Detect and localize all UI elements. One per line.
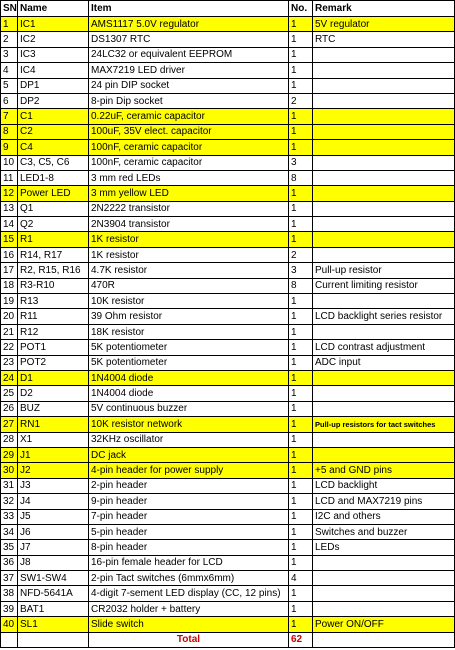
cell-no: 1 <box>289 555 313 570</box>
table-row <box>1 340 455 355</box>
cell-name: IC3 <box>18 47 89 62</box>
cell-sn: 10 <box>1 155 18 170</box>
cell-name: D1 <box>18 370 89 385</box>
cell-no: 1 <box>289 509 313 524</box>
cell-name: SL1 <box>18 617 89 632</box>
cell-name: C1 <box>18 109 89 124</box>
header-item: Item <box>89 1 289 17</box>
cell-sn: 6 <box>1 93 18 108</box>
table-row <box>1 93 455 108</box>
table-row <box>1 386 455 401</box>
cell-remark: LCD contrast adjustment <box>313 340 455 355</box>
cell-sn: 4 <box>1 63 18 78</box>
cell-no: 1 <box>289 17 313 32</box>
cell-name: J8 <box>18 555 89 570</box>
cell-item: 2N2222 transistor <box>89 201 289 216</box>
table-row <box>1 355 455 370</box>
cell-name: C2 <box>18 124 89 139</box>
cell-remark <box>313 63 455 78</box>
cell-item: 100nF, ceramic capacitor <box>89 155 289 170</box>
cell-no: 1 <box>289 524 313 539</box>
table-row <box>1 232 455 247</box>
cell-sn: 37 <box>1 571 18 586</box>
cell-no: 1 <box>289 63 313 78</box>
table-row <box>1 63 455 78</box>
cell-sn: 36 <box>1 555 18 570</box>
cell-no: 1 <box>289 447 313 462</box>
cell-remark <box>313 201 455 216</box>
cell-item: 3 mm yellow LED <box>89 186 289 201</box>
table-row <box>1 78 455 93</box>
cell-name: LED1-8 <box>18 170 89 185</box>
table-row <box>1 17 455 32</box>
cell-item: 7-pin header <box>89 509 289 524</box>
table-row <box>1 217 455 232</box>
cell-remark <box>313 47 455 62</box>
cell-no: 3 <box>289 155 313 170</box>
cell-name: R2, R15, R16 <box>18 263 89 278</box>
cell-no: 1 <box>289 355 313 370</box>
cell-sn: 9 <box>1 140 18 155</box>
cell-item: CR2032 holder + battery <box>89 601 289 616</box>
cell-sn: 39 <box>1 601 18 616</box>
cell-no: 1 <box>289 370 313 385</box>
header-remark: Remark <box>313 1 455 17</box>
cell-no: 1 <box>289 324 313 339</box>
cell-remark <box>313 78 455 93</box>
cell-sn: 8 <box>1 124 18 139</box>
cell-remark: ADC input <box>313 355 455 370</box>
table-row <box>1 32 455 47</box>
table-row <box>1 324 455 339</box>
cell-sn: 5 <box>1 78 18 93</box>
cell-sn: 16 <box>1 247 18 262</box>
cell-item: 8-pin header <box>89 540 289 555</box>
cell-item: 3 mm red LEDs <box>89 170 289 185</box>
cell-remark: 5V regulator <box>313 17 455 32</box>
cell-name: POT2 <box>18 355 89 370</box>
cell-sn: 29 <box>1 447 18 462</box>
table-row <box>1 201 455 216</box>
cell-item: 16-pin female header for LCD <box>89 555 289 570</box>
cell-no: 4 <box>289 571 313 586</box>
table-row <box>1 247 455 262</box>
cell-name: C3, C5, C6 <box>18 155 89 170</box>
cell-name: SW1-SW4 <box>18 571 89 586</box>
cell-sn: 38 <box>1 586 18 601</box>
cell-remark <box>313 601 455 616</box>
table-row <box>1 294 455 309</box>
cell-name: R12 <box>18 324 89 339</box>
cell-remark <box>313 294 455 309</box>
cell-item: 5K potentiometer <box>89 340 289 355</box>
cell-remark <box>313 217 455 232</box>
cell-name: DP1 <box>18 78 89 93</box>
cell-item: DS1307 RTC <box>89 32 289 47</box>
cell-no: 1 <box>289 540 313 555</box>
cell-item: 24LC32 or equivalent EEPROM <box>89 47 289 62</box>
cell-no: 1 <box>289 109 313 124</box>
cell-remark: RTC <box>313 32 455 47</box>
table-row <box>1 370 455 385</box>
table-row <box>1 417 455 432</box>
cell-sn: 31 <box>1 478 18 493</box>
cell-item: 470R <box>89 278 289 293</box>
cell-name: BAT1 <box>18 601 89 616</box>
cell-remark: LCD backlight series resistor <box>313 309 455 324</box>
cell-item: 5V continuous buzzer <box>89 401 289 416</box>
cell-item: 10K resistor <box>89 294 289 309</box>
cell-remark <box>313 447 455 462</box>
cell-name: RN1 <box>18 417 89 432</box>
table-row <box>1 494 455 509</box>
cell-remark: Pull-up resistor <box>313 263 455 278</box>
cell-item: 100nF, ceramic capacitor <box>89 140 289 155</box>
table-row <box>1 524 455 539</box>
cell-no: 1 <box>289 124 313 139</box>
cell-remark <box>313 324 455 339</box>
cell-no: 1 <box>289 340 313 355</box>
cell-sn: 32 <box>1 494 18 509</box>
cell-item: 0.22uF, ceramic capacitor <box>89 109 289 124</box>
cell-no: 3 <box>289 263 313 278</box>
table-row <box>1 601 455 616</box>
cell-name: C4 <box>18 140 89 155</box>
cell-remark <box>313 124 455 139</box>
cell-remark: LCD and MAX7219 pins <box>313 494 455 509</box>
cell-sn: 20 <box>1 309 18 324</box>
table-row <box>1 155 455 170</box>
cell-no: 1 <box>289 401 313 416</box>
cell-remark <box>313 232 455 247</box>
cell-item: 2-pin header <box>89 478 289 493</box>
cell-item: 1N4004 diode <box>89 386 289 401</box>
cell-remark <box>313 155 455 170</box>
cell-item: 4.7K resistor <box>89 263 289 278</box>
cell-name: IC1 <box>18 17 89 32</box>
cell-remark <box>313 401 455 416</box>
cell-item: DC jack <box>89 447 289 462</box>
cell-no: 1 <box>289 232 313 247</box>
total-name-cell <box>18 632 89 647</box>
cell-sn: 1 <box>1 17 18 32</box>
cell-item: Slide switch <box>89 617 289 632</box>
total-sn-cell <box>1 632 18 647</box>
cell-name: POT1 <box>18 340 89 355</box>
cell-item: 8-pin Dip socket <box>89 93 289 108</box>
header-row <box>1 1 455 17</box>
cell-name: R11 <box>18 309 89 324</box>
cell-name: J3 <box>18 478 89 493</box>
cell-sn: 7 <box>1 109 18 124</box>
cell-item: 32KHz oscillator <box>89 432 289 447</box>
cell-sn: 25 <box>1 386 18 401</box>
cell-item: 1K resistor <box>89 232 289 247</box>
table-row <box>1 555 455 570</box>
cell-no: 1 <box>289 386 313 401</box>
cell-sn: 18 <box>1 278 18 293</box>
cell-sn: 34 <box>1 524 18 539</box>
cell-sn: 23 <box>1 355 18 370</box>
cell-name: Q1 <box>18 201 89 216</box>
cell-no: 1 <box>289 32 313 47</box>
table-row <box>1 124 455 139</box>
cell-no: 2 <box>289 247 313 262</box>
cell-remark <box>313 555 455 570</box>
cell-sn: 21 <box>1 324 18 339</box>
cell-item: 1K resistor <box>89 247 289 262</box>
cell-remark <box>313 586 455 601</box>
cell-remark <box>313 386 455 401</box>
table-row <box>1 47 455 62</box>
table-row <box>1 586 455 601</box>
cell-name: J6 <box>18 524 89 539</box>
cell-no: 1 <box>289 217 313 232</box>
cell-item: 100uF, 35V elect. capacitor <box>89 124 289 139</box>
cell-remark: LEDs <box>313 540 455 555</box>
cell-sn: 22 <box>1 340 18 355</box>
cell-name: Q2 <box>18 217 89 232</box>
cell-sn: 40 <box>1 617 18 632</box>
cell-sn: 19 <box>1 294 18 309</box>
cell-sn: 14 <box>1 217 18 232</box>
cell-name: DP2 <box>18 93 89 108</box>
table-row <box>1 432 455 447</box>
cell-no: 1 <box>289 417 313 432</box>
table-row <box>1 401 455 416</box>
cell-remark: Power ON/OFF <box>313 617 455 632</box>
table-row <box>1 278 455 293</box>
cell-remark: Current limiting resistor <box>313 278 455 293</box>
cell-item: 4-pin header for power supply <box>89 463 289 478</box>
cell-name: J5 <box>18 509 89 524</box>
cell-no: 1 <box>289 78 313 93</box>
cell-remark <box>313 140 455 155</box>
cell-name: IC2 <box>18 32 89 47</box>
total-value: 62 <box>289 632 313 647</box>
cell-no: 2 <box>289 93 313 108</box>
cell-name: R14, R17 <box>18 247 89 262</box>
cell-name: J4 <box>18 494 89 509</box>
cell-sn: 11 <box>1 170 18 185</box>
table-row <box>1 447 455 462</box>
table-row <box>1 540 455 555</box>
cell-no: 8 <box>289 278 313 293</box>
cell-item: 5-pin header <box>89 524 289 539</box>
total-remark-cell <box>313 632 455 647</box>
cell-sn: 3 <box>1 47 18 62</box>
cell-name: NFD-5641A <box>18 586 89 601</box>
table-row <box>1 309 455 324</box>
cell-remark: Pull-up resistors for tact switches <box>313 417 455 432</box>
total-row <box>1 632 455 647</box>
cell-remark <box>313 186 455 201</box>
cell-sn: 33 <box>1 509 18 524</box>
table-row <box>1 509 455 524</box>
cell-item: AMS1117 5.0V regulator <box>89 17 289 32</box>
cell-sn: 15 <box>1 232 18 247</box>
cell-sn: 24 <box>1 370 18 385</box>
cell-item: 2-pin Tact switches (6mmx6mm) <box>89 571 289 586</box>
cell-no: 1 <box>289 47 313 62</box>
cell-name: X1 <box>18 432 89 447</box>
cell-no: 1 <box>289 309 313 324</box>
cell-sn: 2 <box>1 32 18 47</box>
cell-name: J2 <box>18 463 89 478</box>
cell-item: 39 Ohm resistor <box>89 309 289 324</box>
table-row <box>1 617 455 632</box>
cell-item: 5K potentiometer <box>89 355 289 370</box>
cell-remark: Switches and buzzer <box>313 524 455 539</box>
cell-sn: 35 <box>1 540 18 555</box>
cell-name: R3-R10 <box>18 278 89 293</box>
cell-sn: 17 <box>1 263 18 278</box>
cell-sn: 12 <box>1 186 18 201</box>
cell-remark <box>313 370 455 385</box>
cell-remark <box>313 571 455 586</box>
cell-remark <box>313 93 455 108</box>
cell-no: 1 <box>289 140 313 155</box>
table-row <box>1 463 455 478</box>
cell-no: 1 <box>289 617 313 632</box>
cell-name: Power LED <box>18 186 89 201</box>
cell-no: 1 <box>289 586 313 601</box>
cell-no: 1 <box>289 186 313 201</box>
cell-sn: 13 <box>1 201 18 216</box>
table-body <box>1 17 455 633</box>
cell-item: 24 pin DIP socket <box>89 78 289 93</box>
table-row <box>1 140 455 155</box>
cell-sn: 30 <box>1 463 18 478</box>
cell-remark <box>313 432 455 447</box>
cell-name: R1 <box>18 232 89 247</box>
cell-no: 1 <box>289 494 313 509</box>
header-no: No. <box>289 1 313 17</box>
table-row <box>1 571 455 586</box>
cell-name: J1 <box>18 447 89 462</box>
cell-item: 2N3904 transistor <box>89 217 289 232</box>
cell-name: R13 <box>18 294 89 309</box>
cell-sn: 28 <box>1 432 18 447</box>
cell-no: 1 <box>289 478 313 493</box>
cell-remark <box>313 170 455 185</box>
cell-remark: LCD backlight <box>313 478 455 493</box>
cell-no: 1 <box>289 601 313 616</box>
cell-remark: I2C and others <box>313 509 455 524</box>
total-label: Total <box>89 632 289 647</box>
cell-sn: 27 <box>1 417 18 432</box>
cell-remark <box>313 109 455 124</box>
header-sn: SN <box>1 1 18 17</box>
cell-no: 8 <box>289 170 313 185</box>
cell-sn: 26 <box>1 401 18 416</box>
cell-no: 1 <box>289 294 313 309</box>
cell-item: MAX7219 LED driver <box>89 63 289 78</box>
cell-item: 1N4004 diode <box>89 370 289 385</box>
header-name: Name <box>18 1 89 17</box>
cell-item: 18K resistor <box>89 324 289 339</box>
cell-item: 10K resistor network <box>89 417 289 432</box>
cell-item: 9-pin header <box>89 494 289 509</box>
table-row <box>1 263 455 278</box>
cell-name: D2 <box>18 386 89 401</box>
cell-remark <box>313 247 455 262</box>
cell-name: IC4 <box>18 63 89 78</box>
cell-remark: +5 and GND pins <box>313 463 455 478</box>
cell-name: J7 <box>18 540 89 555</box>
cell-name: BUZ <box>18 401 89 416</box>
cell-no: 1 <box>289 463 313 478</box>
table-row <box>1 109 455 124</box>
table-row <box>1 186 455 201</box>
cell-item: 4-digit 7-sement LED display (CC, 12 pins) <box>89 586 289 601</box>
cell-no: 1 <box>289 432 313 447</box>
cell-no: 1 <box>289 201 313 216</box>
table-row <box>1 478 455 493</box>
table-row <box>1 170 455 185</box>
